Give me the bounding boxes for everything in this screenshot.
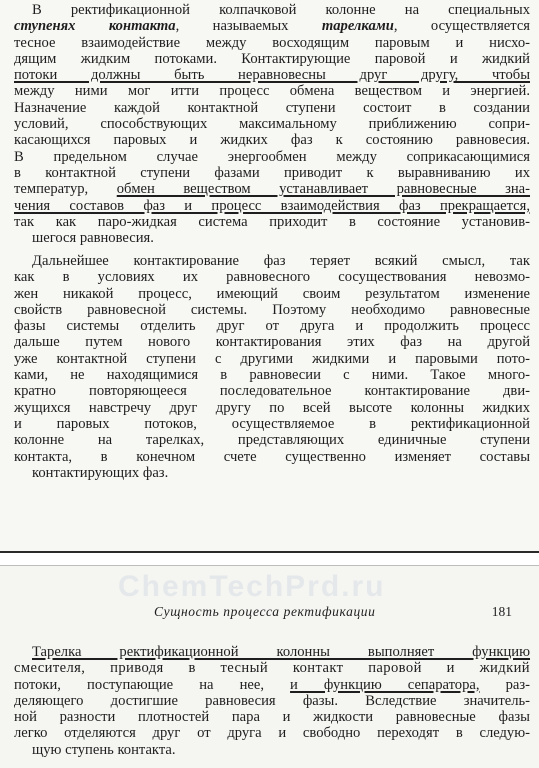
text-line: так как паро-жидкая система приходит в состояние установив-: [14, 213, 530, 230]
text-line: [14, 677, 530, 693]
page-gap: [0, 553, 539, 565]
text-line: касающихся паровых и жидких фаз к состоянию равновесия.: [14, 132, 530, 149]
paragraph-2: [14, 253, 530, 481]
paragraph-3: [14, 644, 530, 758]
text-line: ками, не находящимися в равновесии с ними. Такое много-: [14, 367, 530, 384]
text-line: жущихся навстречу друг другу по всей высоте колонны жидких: [14, 399, 530, 416]
text-line: как в условиях их равновесного сосуществования невозмо-: [14, 269, 530, 286]
text-line: между ними мог итти процесс обмена веществом и энергией.: [14, 83, 530, 100]
text-line: дящим жидким потоками. Контактирующие паровой и жидкий: [14, 50, 530, 67]
text-line: [14, 181, 530, 197]
text-line: легко отделяются друг от друга и свободно переходят в следую-: [14, 725, 530, 742]
text-line: щую ступень контакта.: [32, 741, 176, 758]
page-number: 181: [491, 604, 512, 619]
underlined-line-nonequilibrium: потоки должны быть неравновесны друг другу, чтобы: [14, 67, 530, 84]
watermark: ChemTechPrd.ru: [118, 570, 386, 603]
text-line: смесителя, приводя в тесный контакт паровой и жидкий: [14, 660, 530, 677]
text-line: Назначение каждой контактной ступени состоит в создании: [14, 99, 530, 116]
paragraph-1: [14, 2, 530, 246]
text-line: [14, 18, 530, 34]
text-line: дальше путем нового контактирования этих фаз на другой: [14, 334, 530, 351]
text-line: В предельном случае энергообмен между соприкасающимися: [14, 148, 530, 165]
text-line: В ректификационной колпачковой колонне на специальных: [32, 2, 530, 18]
text-line: деляющего достигшие равновесия фазы. Вследствие значитель-: [14, 692, 530, 709]
text-span: температур,: [14, 181, 117, 198]
text-line: Дальнейшее контактирование фаз теряет всякий смысл, так: [32, 253, 530, 269]
underlined-span-mass-exchange: обмен веществом устанавливает равновесные зна-: [116, 181, 530, 198]
text-span: , называемых: [175, 18, 322, 35]
text-line: кратно повторяющееся последовательное контактирование дви-: [14, 383, 530, 400]
text-span: потоки, поступающие на нее,: [14, 676, 291, 693]
text-line: жен никакой процесс, имеющий своим результатом изменение: [14, 285, 530, 302]
running-header: [14, 603, 524, 621]
text-line: колонне на тарелках, представляющих единичные ступени: [14, 432, 530, 449]
text-line: ной разности плотностей пара и жидкости равновесные фазы: [14, 709, 530, 726]
text-line: шегося равновесия.: [32, 230, 154, 247]
emphasis-trays: тарелками: [321, 18, 394, 35]
emphasis-contact-stages: ступенях контакта: [14, 18, 176, 35]
text-span: раз-: [479, 676, 530, 693]
text-line: контактирующих фаз.: [32, 464, 169, 481]
text-line: контакта, в конечном счете существенно изменяет составы: [14, 448, 530, 465]
running-title: Сущность процесса ректификации: [154, 604, 376, 619]
text-line: и паровых потоков, осуществляемое в ректификационной: [14, 415, 530, 432]
underlined-line-tray-function: Тарелка ректификационной колонны выполняет функцию: [32, 644, 530, 660]
text-line: уже контактной ступени с другими жидкими и паровыми пото-: [14, 350, 530, 367]
text-span: , осуществляется: [393, 18, 531, 35]
text-line: условий, способствующих максимальному приближению сопри-: [14, 116, 530, 133]
text-line: фазы системы отделить друг от друга и продолжить процесс: [14, 318, 530, 335]
underlined-span-separator: и функцию сепаратора,: [290, 676, 480, 693]
text-line: в контактной ступени фазами приводит к выравниванию их: [14, 164, 530, 181]
underlined-line-compositions: чения составов фаз и процесс взаимодействия фаз прекращается,: [14, 197, 530, 214]
text-line: тесное взаимодействие между восходящим паровым и нисхо-: [14, 34, 530, 51]
text-line: свойств равновесной системы. Поэтому необходимо равновесные: [14, 301, 530, 318]
